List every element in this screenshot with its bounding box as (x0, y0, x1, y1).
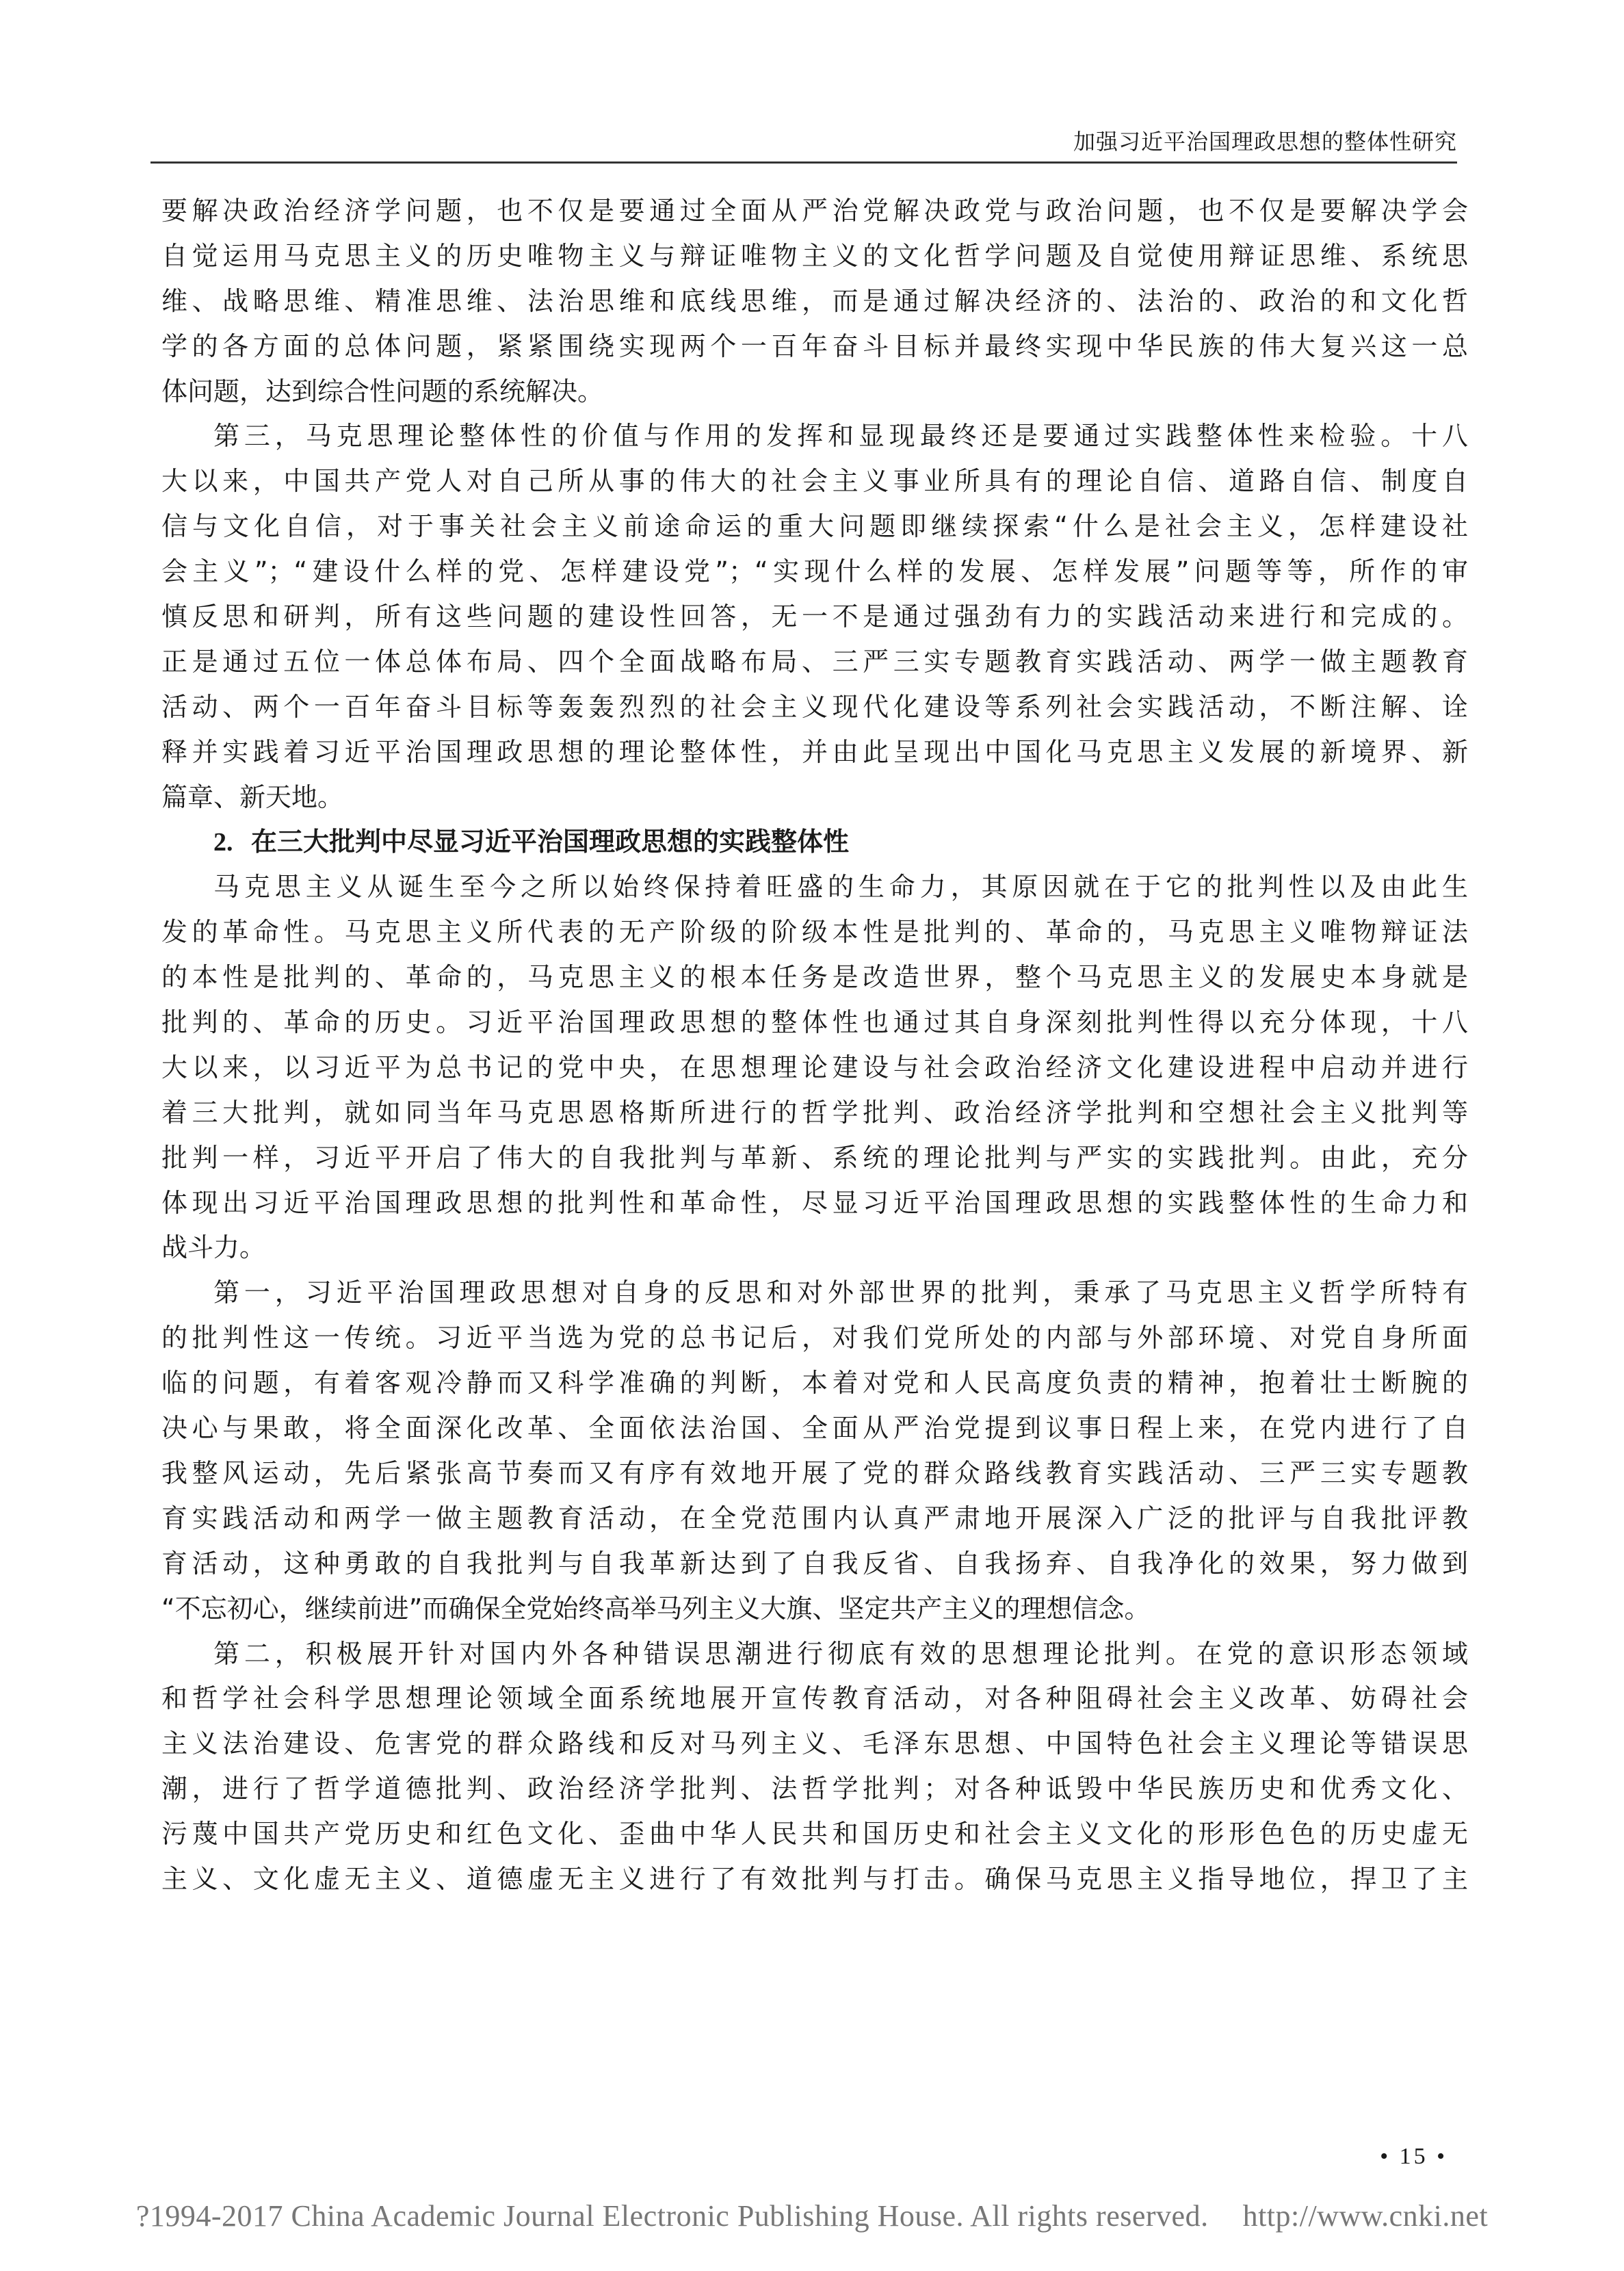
page-number: • 15 • (1380, 2144, 1448, 2169)
text-line: 慎反思和研判，所有这些问题的建设性回答，无一不是通过强劲有力的实践活动来进行和完成的。 (161, 601, 1468, 632)
text-line: 主义法治建设、危害党的群众路线和反对马列主义、毛泽东思想、中国特色社会主义理论等错误思 (161, 1728, 1468, 1759)
text-line: 育活动，这种勇敢的自我批判与自我革新达到了自我反省、自我扬弃、自我净化的效果，努力做到 (161, 1548, 1468, 1579)
text-line: 批判的、革命的历史。习近平治国理政思想的整体性也通过其自身深刻批判性得以充分体现，十八 (161, 1007, 1468, 1038)
footer-url[interactable]: http://www.cnki.net (1242, 2199, 1489, 2233)
copyright-notice: ?1994-2017 China Academic Journal Electronic Publishing House. All rights reserved. (135, 2199, 1209, 2233)
text-line: 我整风运动，先后紧张高节奏而又有序有效地开展了党的群众路线教育实践活动、三严三实专题教 (161, 1457, 1468, 1488)
text-line: 批判一样，习近平开启了伟大的自我批判与革新、系统的理论批判与严实的实践批判。由此，充分 (161, 1142, 1468, 1173)
text-line: 着三大批判，就如同当年马克思恩格斯所进行的哲学批判、政治经济学批判和空想社会主义批判等 (161, 1097, 1468, 1128)
text-line: 战斗力。 (161, 1232, 266, 1263)
text-line: 临的问题，有着客观冷静而又科学准确的判断，本着对党和人民高度负责的精神，抱着壮士断腕的 (161, 1368, 1468, 1399)
text-line: 要解决政治经济学问题，也不仅是要通过全面从严治党解决政党与政治问题，也不仅是要解决学会 (161, 196, 1468, 226)
section-heading-text: 在三大批判中尽显习近平治国理政思想的实践整体性 (250, 827, 849, 857)
text-line: 体现出习近平治国理政思想的批判性和革命性，尽显习近平治国理政思想的实践整体性的生命力和 (161, 1187, 1468, 1218)
text-line: 正是通过五位一体总体布局、四个全面战略布局、三严三实专题教育实践活动、两学一做主题教育 (161, 646, 1468, 677)
text-line: 第一，习近平治国理政思想对自身的反思和对外部世界的批判，秉承了马克思主义哲学所特有 (213, 1277, 1468, 1308)
text-line: 自觉运用马克思主义的历史唯物主义与辩证唯物主义的文化哲学问题及自觉使用辩证思维、系统思 (161, 240, 1468, 271)
text-line: 体问题，达到综合性问题的系统解决。 (161, 376, 604, 406)
text-line: 信与文化自信，对于事关社会主义前途命运的重大问题即继续探索“什么是社会主义，怎样建设社 (161, 511, 1468, 542)
text-line: 决心与果敢，将全面深化改革、全面依法治国、全面从严治党提到议事日程上来，在党内进行了自 (161, 1413, 1468, 1444)
article-body (161, 189, 1468, 1902)
text-line: 释并实践着习近平治国理政思想的理论整体性，并由此呈现出中国化马克思主义发展的新境界、新 (161, 736, 1468, 767)
text-line: 发的革命性。马克思主义所代表的无产阶级的阶级本性是批判的、革命的，马克思主义唯物辩证法 (161, 917, 1468, 948)
text-line: 潮，进行了哲学道德批判、政治经济学批判、法哲学批判；对各种诋毁中华民族历史和优秀文化、 (161, 1774, 1468, 1804)
running-head: 加强习近平治国理政思想的整体性研究 (150, 122, 1457, 164)
text-line: 污蔑中国共产党历史和红色文化、歪曲中华人民共和国历史和社会主义文化的形形色色的历史虚无 (161, 1819, 1468, 1850)
text-line: 主义、文化虚无主义、道德虚无主义进行了有效批判与打击。确保马克思主义指导地位，捍卫了主 (161, 1863, 1468, 1894)
text-line: 的批判性这一传统。习近平当选为党的总书记后，对我们党所处的内部与外部环境、对党自身所面 (161, 1323, 1468, 1353)
text-line: 和哲学社会科学思想理论领域全面系统地展开宣传教育活动，对各种阻碍社会主义改革、妨碍社会 (161, 1683, 1468, 1714)
section-number: 2. (213, 828, 233, 857)
text-line: 马克思主义从诞生至今之所以始终保持着旺盛的生命力，其原因就在于它的批判性以及由此生 (213, 872, 1468, 903)
text-line: 第二，积极展开针对国内外各种错误思潮进行彻底有效的思想理论批判。在党的意识形态领域 (213, 1638, 1468, 1669)
text-line: 维、战略思维、精准思维、法治思维和底线思维，而是通过解决经济的、法治的、政治的和文化哲 (161, 285, 1468, 316)
text-line: 育实践活动和两学一做主题教育活动，在全党范围内认真严肃地开展深入广泛的批评与自我批评教 (161, 1503, 1468, 1533)
text-line: 学的各方面的总体问题，紧紧围绕实现两个一百年奋斗目标并最终实现中华民族的伟大复兴这一总 (161, 330, 1468, 361)
footer (0, 2198, 1624, 2233)
text-line: 会主义”；“建设什么样的党、怎样建设党”；“实现什么样的发展、怎样发展”问题等等，所作的审 (161, 556, 1468, 587)
section-heading (161, 820, 1468, 865)
text-line: 篇章、新天地。 (161, 781, 344, 812)
text-line: 大以来，以习近平为总书记的党中央，在思想理论建设与社会政治经济文化建设进程中启动并进行 (161, 1052, 1468, 1082)
text-line: 大以来，中国共产党人对自己所从事的伟大的社会主义事业所具有的理论自信、道路自信、制度自 (161, 466, 1468, 497)
text-line: 第三，马克思理论整体性的价值与作用的发挥和显现最终还是要通过实践整体性来检验。十八 (213, 421, 1468, 452)
text-line: 的本性是批判的、革命的，马克思主义的根本任务是改造世界，整个马克思主义的发展史本身就是 (161, 962, 1468, 993)
text-line: 活动、两个一百年奋斗目标等轰轰烈烈的社会主义现代化建设等系列社会实践活动，不断注解、诠 (161, 691, 1468, 722)
text-line: “不忘初心，继续前进”而确保全党始终高举马列主义大旗、坚定共产主义的理想信念。 (161, 1593, 1151, 1624)
